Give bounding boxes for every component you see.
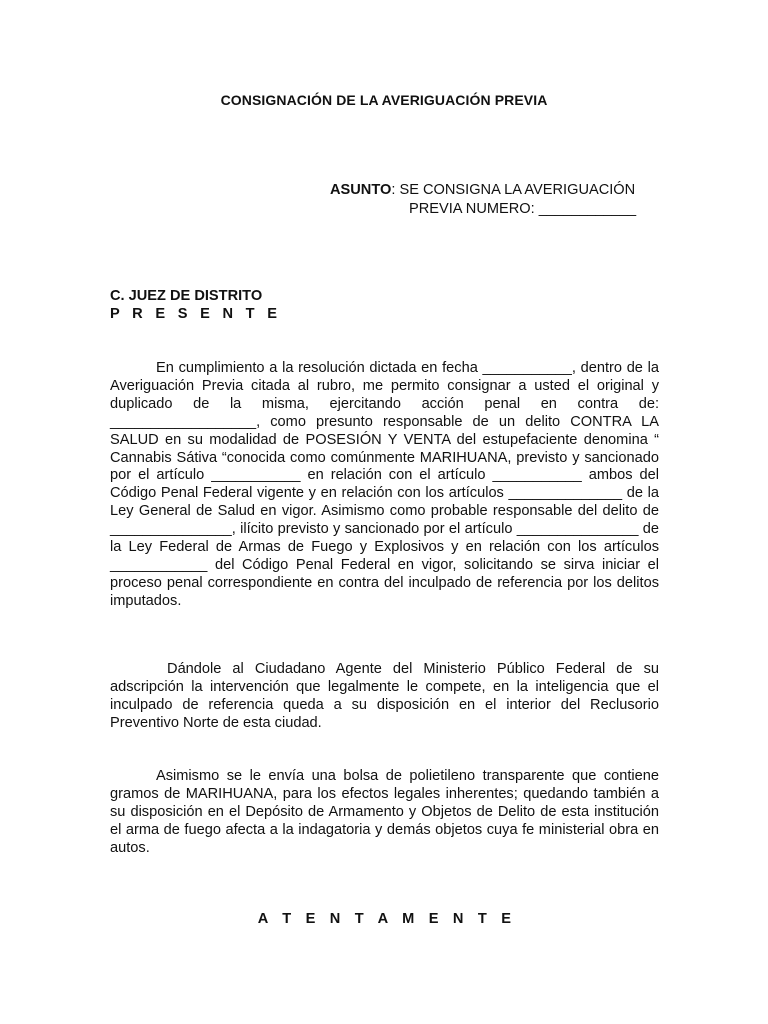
paragraph-3-text: Asimismo se le envía una bolsa de polietileno transparente que contiene gramos de MARIHUANA, para los efectos legales inherentes; quedando también a su disposición en el Depósito de Armamento y Objetos de Delito de esta institución el arma de fuego afecta a la indagatoria y demás objetos cuya fe ministerial obra en autos. xyxy=(110,768,659,856)
closing-atentamente: A T E N T A M E N T E xyxy=(257,911,517,927)
body-paragraph-2 xyxy=(110,661,659,733)
recipient-block xyxy=(110,287,281,323)
asunto-label: ASUNTO xyxy=(330,182,392,198)
recipient-presente: P R E S E N T E xyxy=(110,306,282,322)
paragraph-2-text: Dándole al Ciudadano Agente del Ministerio Público Federal de su adscripción la intervención que legalmente le compete, en la inteligencia que el inculpado de referencia queda a su disposición en el interior del Reclusorio Preventivo Norte de esta ciudad. xyxy=(110,661,659,731)
recipient-name: C. JUEZ DE DISTRITO xyxy=(110,288,263,304)
document-title: CONSIGNACIÓN DE LA AVERIGUACIÓN PREVIA xyxy=(220,92,548,108)
paragraph-1-text: En cumplimiento a la resolución dictada en fecha ___________, dentro de la Averiguación Previa citada al rubro, me permito consignar a usted el original y duplicado de la misma, ejercitando acción penal en contra de: __________________, como presunto responsable de un delito CONTRA LA SALUD en su modalidad de POSESIÓN Y VENTA del estupefaciente denomina “ Cannabis Sátiva “conocida como comúnmente MARIHUANA, previsto y sancionado por el artículo ___________ en relación con el artículo ___________ ambos del Código Penal Federal vigente y en relación con los artículos ______________ de la Ley General de Salud en vigor. Asimismo como probable responsable del delito de _______________, ilícito previsto y sancionado por el artículo _______________ de la Ley Federal de Armas de Fuego y Explosivos y en relación con los artículos ____________ del Código Penal Federal en vigor, solicitando se sirva iniciar el proceso penal correspondiente en contra del inculpado de referencia por los delitos imputados. xyxy=(110,360,659,609)
asunto-block xyxy=(330,181,670,219)
asunto-text-line1: : SE CONSIGNA LA AVERIGUACIÓN xyxy=(391,182,636,198)
body-paragraph-3 xyxy=(110,768,659,858)
body-paragraph-1 xyxy=(110,360,659,611)
asunto-text-line2: PREVIA NUMERO: ____________ xyxy=(409,201,637,217)
